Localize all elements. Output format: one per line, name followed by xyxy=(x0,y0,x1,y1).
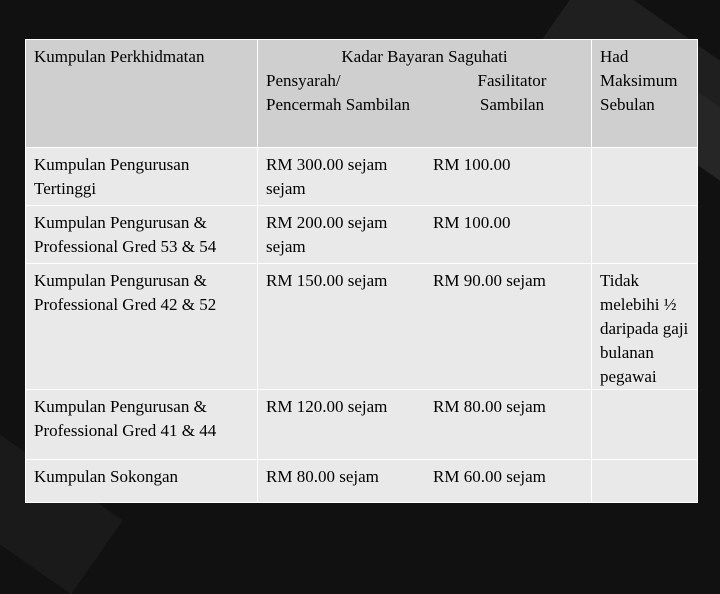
header-had-cell xyxy=(592,40,698,148)
row-kumpulan: Kumpulan Pengurusan & Professional Gred 41 & 44 xyxy=(26,390,258,460)
row-rates xyxy=(258,264,592,390)
row-fasilitator: RM 90.00 sejam xyxy=(433,271,546,290)
row-rates xyxy=(258,390,592,460)
row-fasilitator: RM 100.00 xyxy=(433,155,511,174)
row-pensyarah: RM 300.00 sejam sejam xyxy=(266,155,388,198)
table-header-row xyxy=(26,40,698,148)
table-row xyxy=(26,390,698,460)
row-pensyarah: RM 80.00 sejam xyxy=(266,467,379,486)
row-had xyxy=(592,390,698,460)
row-fasilitator: RM 80.00 sejam xyxy=(433,397,546,416)
row-fasilitator: RM 60.00 sejam xyxy=(433,467,546,486)
row-pensyarah: RM 150.00 sejam xyxy=(266,271,388,290)
header-kumpulan: Kumpulan Perkhidmatan xyxy=(34,47,205,66)
header-kadar-title: Kadar Bayaran Saguhati xyxy=(341,47,508,66)
row-had xyxy=(592,206,698,264)
header-subcolumns xyxy=(266,69,583,117)
row-rates xyxy=(258,206,592,264)
header-kumpulan-cell xyxy=(26,40,258,148)
row-rates xyxy=(258,460,592,503)
row-pensyarah: RM 200.00 sejam sejam xyxy=(266,213,388,256)
header-pensyarah: Pensyarah/ Pencermah Sambilan xyxy=(266,71,410,114)
row-had xyxy=(592,148,698,206)
table-row xyxy=(26,148,698,206)
row-had: Tidak melebihi ½ daripada gaji bulanan pegawai xyxy=(592,264,698,390)
header-fasilitator: Fasilitator Sambilan xyxy=(477,71,547,114)
row-kumpulan: Kumpulan Pengurusan & Professional Gred 53 & 54 xyxy=(26,206,258,264)
table-row xyxy=(26,460,698,503)
row-fasilitator: RM 100.00 xyxy=(433,213,511,232)
row-kumpulan: Kumpulan Pengurusan Tertinggi xyxy=(26,148,258,206)
row-pensyarah: RM 120.00 sejam xyxy=(266,397,388,416)
table-row xyxy=(26,264,698,390)
table-row xyxy=(26,206,698,264)
row-had xyxy=(592,460,698,503)
row-rates xyxy=(258,148,592,206)
payment-rate-table xyxy=(25,39,698,503)
row-kumpulan: Kumpulan Sokongan xyxy=(26,460,258,503)
header-kadar-cell xyxy=(258,40,592,148)
row-kumpulan: Kumpulan Pengurusan & Professional Gred 42 & 52 xyxy=(26,264,258,390)
header-had: Had Maksimum Sebulan xyxy=(600,47,678,114)
